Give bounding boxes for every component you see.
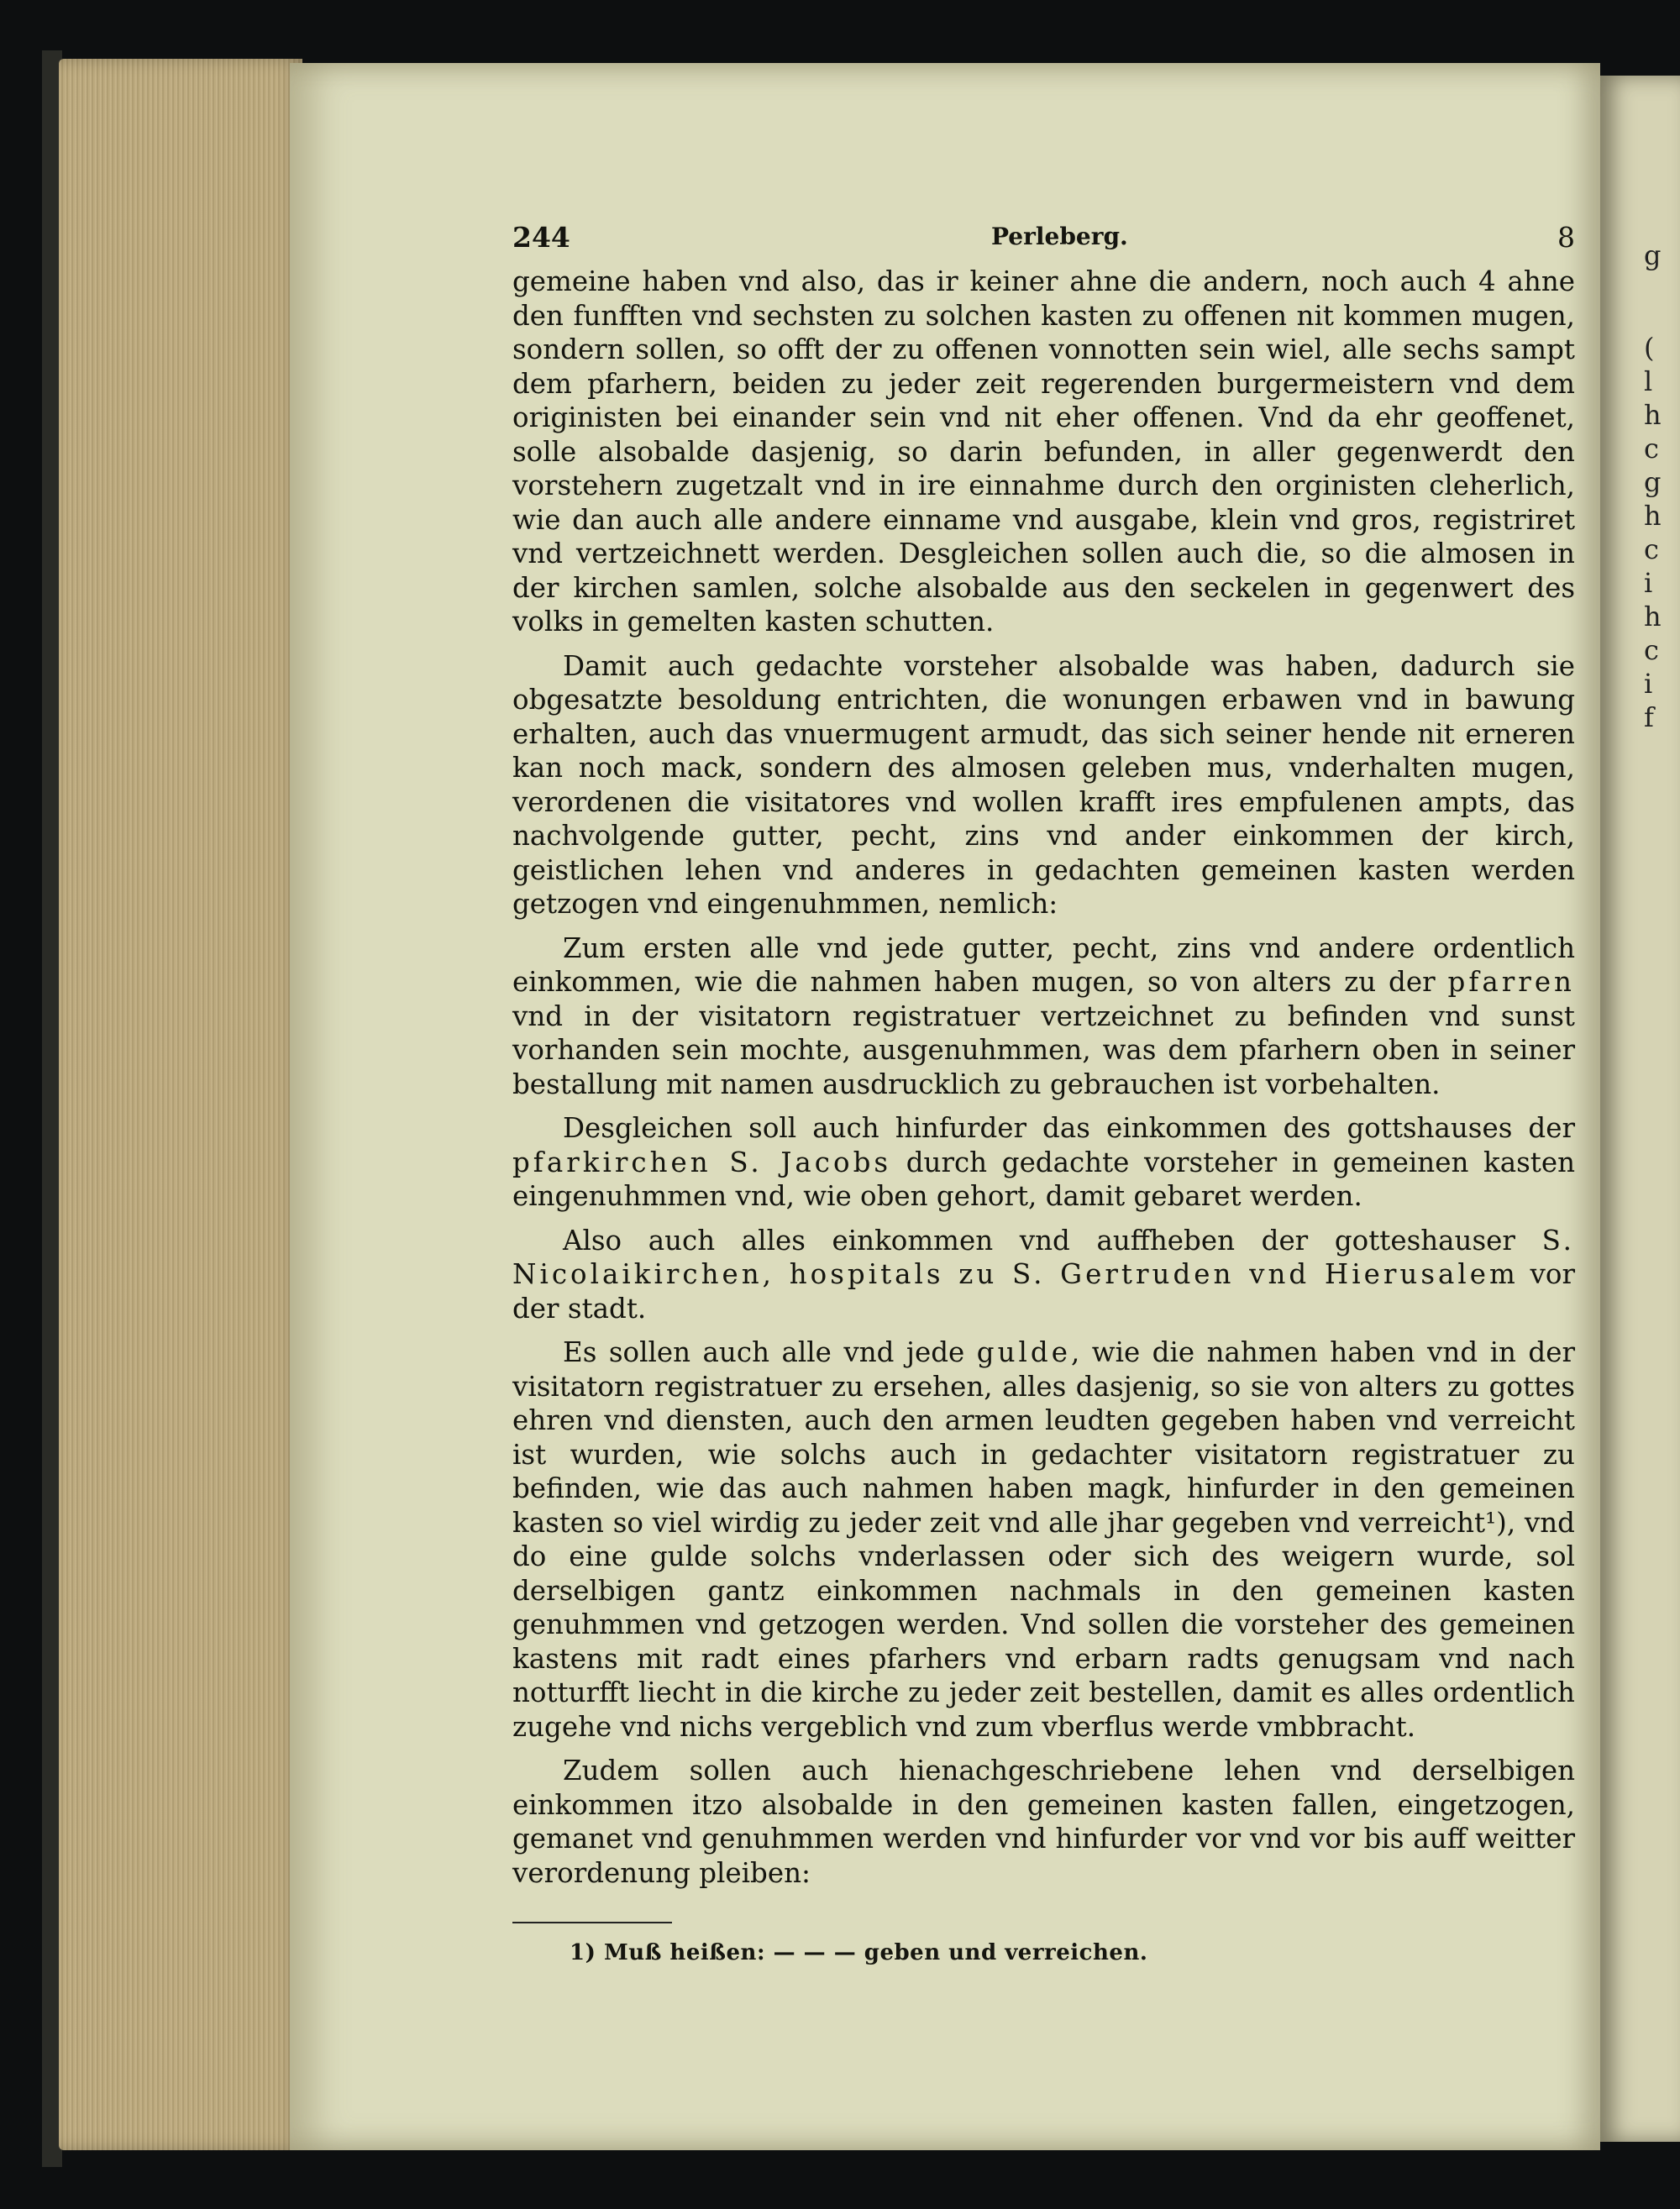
facing-page-fragment: c: [1644, 533, 1659, 565]
spaced-emphasis: pfarkirchen S. Jacobs: [512, 1146, 892, 1178]
page-text-block: [512, 214, 1575, 1965]
paragraph: Damit auch gedachte vorsteher alsobalde was haben, dadurch sie obgesatzte besoldung entrichten, die wonungen erbawen vnd in bawung erhalten, auch das vnuermugent armudt, das sich seiner hende nit erneren kan noch mack, sondern des almosen geleben mus, vnderhalten mugen, verordenen die visitatores vnd wollen krafft ires empfulenen ampts, das nachvolgende gutter, pecht, zins vnd ander einkommen der kirch, geistlichen lehen vnd anderes in gedachten gemeinen kasten werden getzogen vnd eingenuhmmen, nemlich:: [512, 649, 1575, 920]
paragraph: [512, 1111, 1575, 1214]
spaced-emphasis: gulde: [976, 1336, 1071, 1368]
running-head: [512, 214, 1575, 265]
paragraph: [512, 1224, 1575, 1326]
text-run: Es sollen auch alle vnd jede: [563, 1336, 977, 1368]
facing-page-fragment: i: [1644, 567, 1653, 599]
paragraph: [512, 931, 1575, 1102]
spaced-emphasis: pfarren: [1447, 966, 1575, 998]
text-run: durch gedachte vorsteher in gemeinen kasten eingenuhmmen vnd, wie oben gehort, damit gebaret werden.: [512, 1146, 1575, 1212]
text-run: vor der stadt.: [512, 1258, 1576, 1325]
facing-page-fragment: f: [1644, 701, 1654, 733]
running-title: Perleberg.: [991, 223, 1128, 250]
page-block-edge: [59, 59, 302, 2150]
facing-page-fragment: h: [1644, 601, 1662, 632]
facing-page-fragment: c: [1644, 433, 1659, 464]
paragraph: [512, 1335, 1575, 1744]
spaced-emphasis: S. Nicolaikirchen, hospitals zu S. Gertruden vnd Hierusalem: [512, 1224, 1575, 1290]
footnote-rule: [512, 1922, 672, 1923]
facing-page-fragment: c: [1644, 634, 1659, 666]
facing-page-fragment: g: [1644, 466, 1662, 498]
facing-page-fragment: h: [1644, 500, 1662, 532]
paragraph: gemeine haben vnd also, das ir keiner ahne die andern, noch auch 4 ahne den funfften vnd sechsten zu solchen kasten zu offenen nit kommen mugen, sondern sollen, so offt der zu offenen vonnotten sein wiel, alle sechs sampt dem pfarhern, beiden zu jeder zeit regerenden burgermeistern vnd dem originisten bei einander sein vnd nit eher offenen. Vnd da ehr geoffenet, solle alsobalde dasjenig, so darin befunden, in aller gegenwerdt den vorstehern zugetzalt vnd in ire einnahme durch den orginisten cleherlich, wie dan auch alle andere einname vnd ausgabe, klein vnd gros, registriret vnd vertzeichnett werden. Desgleichen sollen auch die, so die almosen in der kirchen samlen, solche alsobalde aus den seckelen in gegenwert des volks in gemelten kasten schutten.: [512, 265, 1575, 638]
facing-page-edge: [1600, 76, 1680, 2142]
text-run: vnd in der visitatorn registratuer vertzeichnet zu befinden vnd sunst vorhanden sein mochte, ausgenuhmmen, was dem pfarhern oben in seiner bestallung mit namen ausdrucklich zu gebrauchen ist vorbehalten.: [512, 1000, 1575, 1100]
paragraph: Zudem sollen auch hienachgeschriebene lehen vnd derselbigen einkommen itzo alsobalde in den gemeinen kasten fallen, eingetzogen, gemanet vnd genuhmmen werden vnd hinfurder vor vnd vor bis auff weitter verordenung pleiben:: [512, 1755, 1575, 1889]
facing-page-fragment: i: [1644, 668, 1653, 700]
text-run: Also auch alles einkommen vnd auffheben der gotteshauser: [563, 1224, 1542, 1257]
text-run: Zum ersten alle vnd jede gutter, pecht, zins vnd andere ordentlich einkommen, wie die nahmen haben mugen, so von alters zu der: [512, 931, 1575, 998]
footnote: 1) Muß heißen: — — — geben und verreichen.: [570, 1940, 1148, 1965]
text-run: , wie die nahmen haben vnd in der visitatorn registratuer zu ersehen, alles dasjenig, so sie von alters zu gottes ehren vnd diensten, auch den armen leudten gegeben haben vnd verreicht ist wurden, wie solchs auch in gedachter visitatorn registratuer zu befinden, wie das auch nahmen haben magk, hinfurder in den gemeinen kasten so viel wirdig zu jeder zeit vnd alle jhar gegeben vnd verreicht¹), vnd do eine gulde solchs vnderlassen oder sich des weigern wurde, sol derselbigen gantz einkommen nachmals in den gemeinen kasten genuhmmen vnd getzogen werden. Vnd sollen die vorsteher des gemeinen kastens mit radt eines pfarhers vnd erbarn radts genugsam vnd nach notturfft liecht in die kirche zu jeder zeit bestellen, damit es alles ordentlich zugehe vnd nichs vergeblich vnd zum vberflus werde vmbbracht.: [512, 1336, 1575, 1743]
page-number: 244: [512, 221, 570, 254]
facing-page-fragment: l: [1644, 365, 1653, 397]
facing-page-fragment: (: [1644, 332, 1655, 364]
section-number: 8: [1557, 221, 1575, 254]
facing-page-fragment: h: [1644, 399, 1662, 431]
facing-page-fragment: g: [1644, 239, 1662, 271]
text-run: Desgleichen soll auch hinfurder das einkommen des gottshauses der: [563, 1112, 1575, 1144]
